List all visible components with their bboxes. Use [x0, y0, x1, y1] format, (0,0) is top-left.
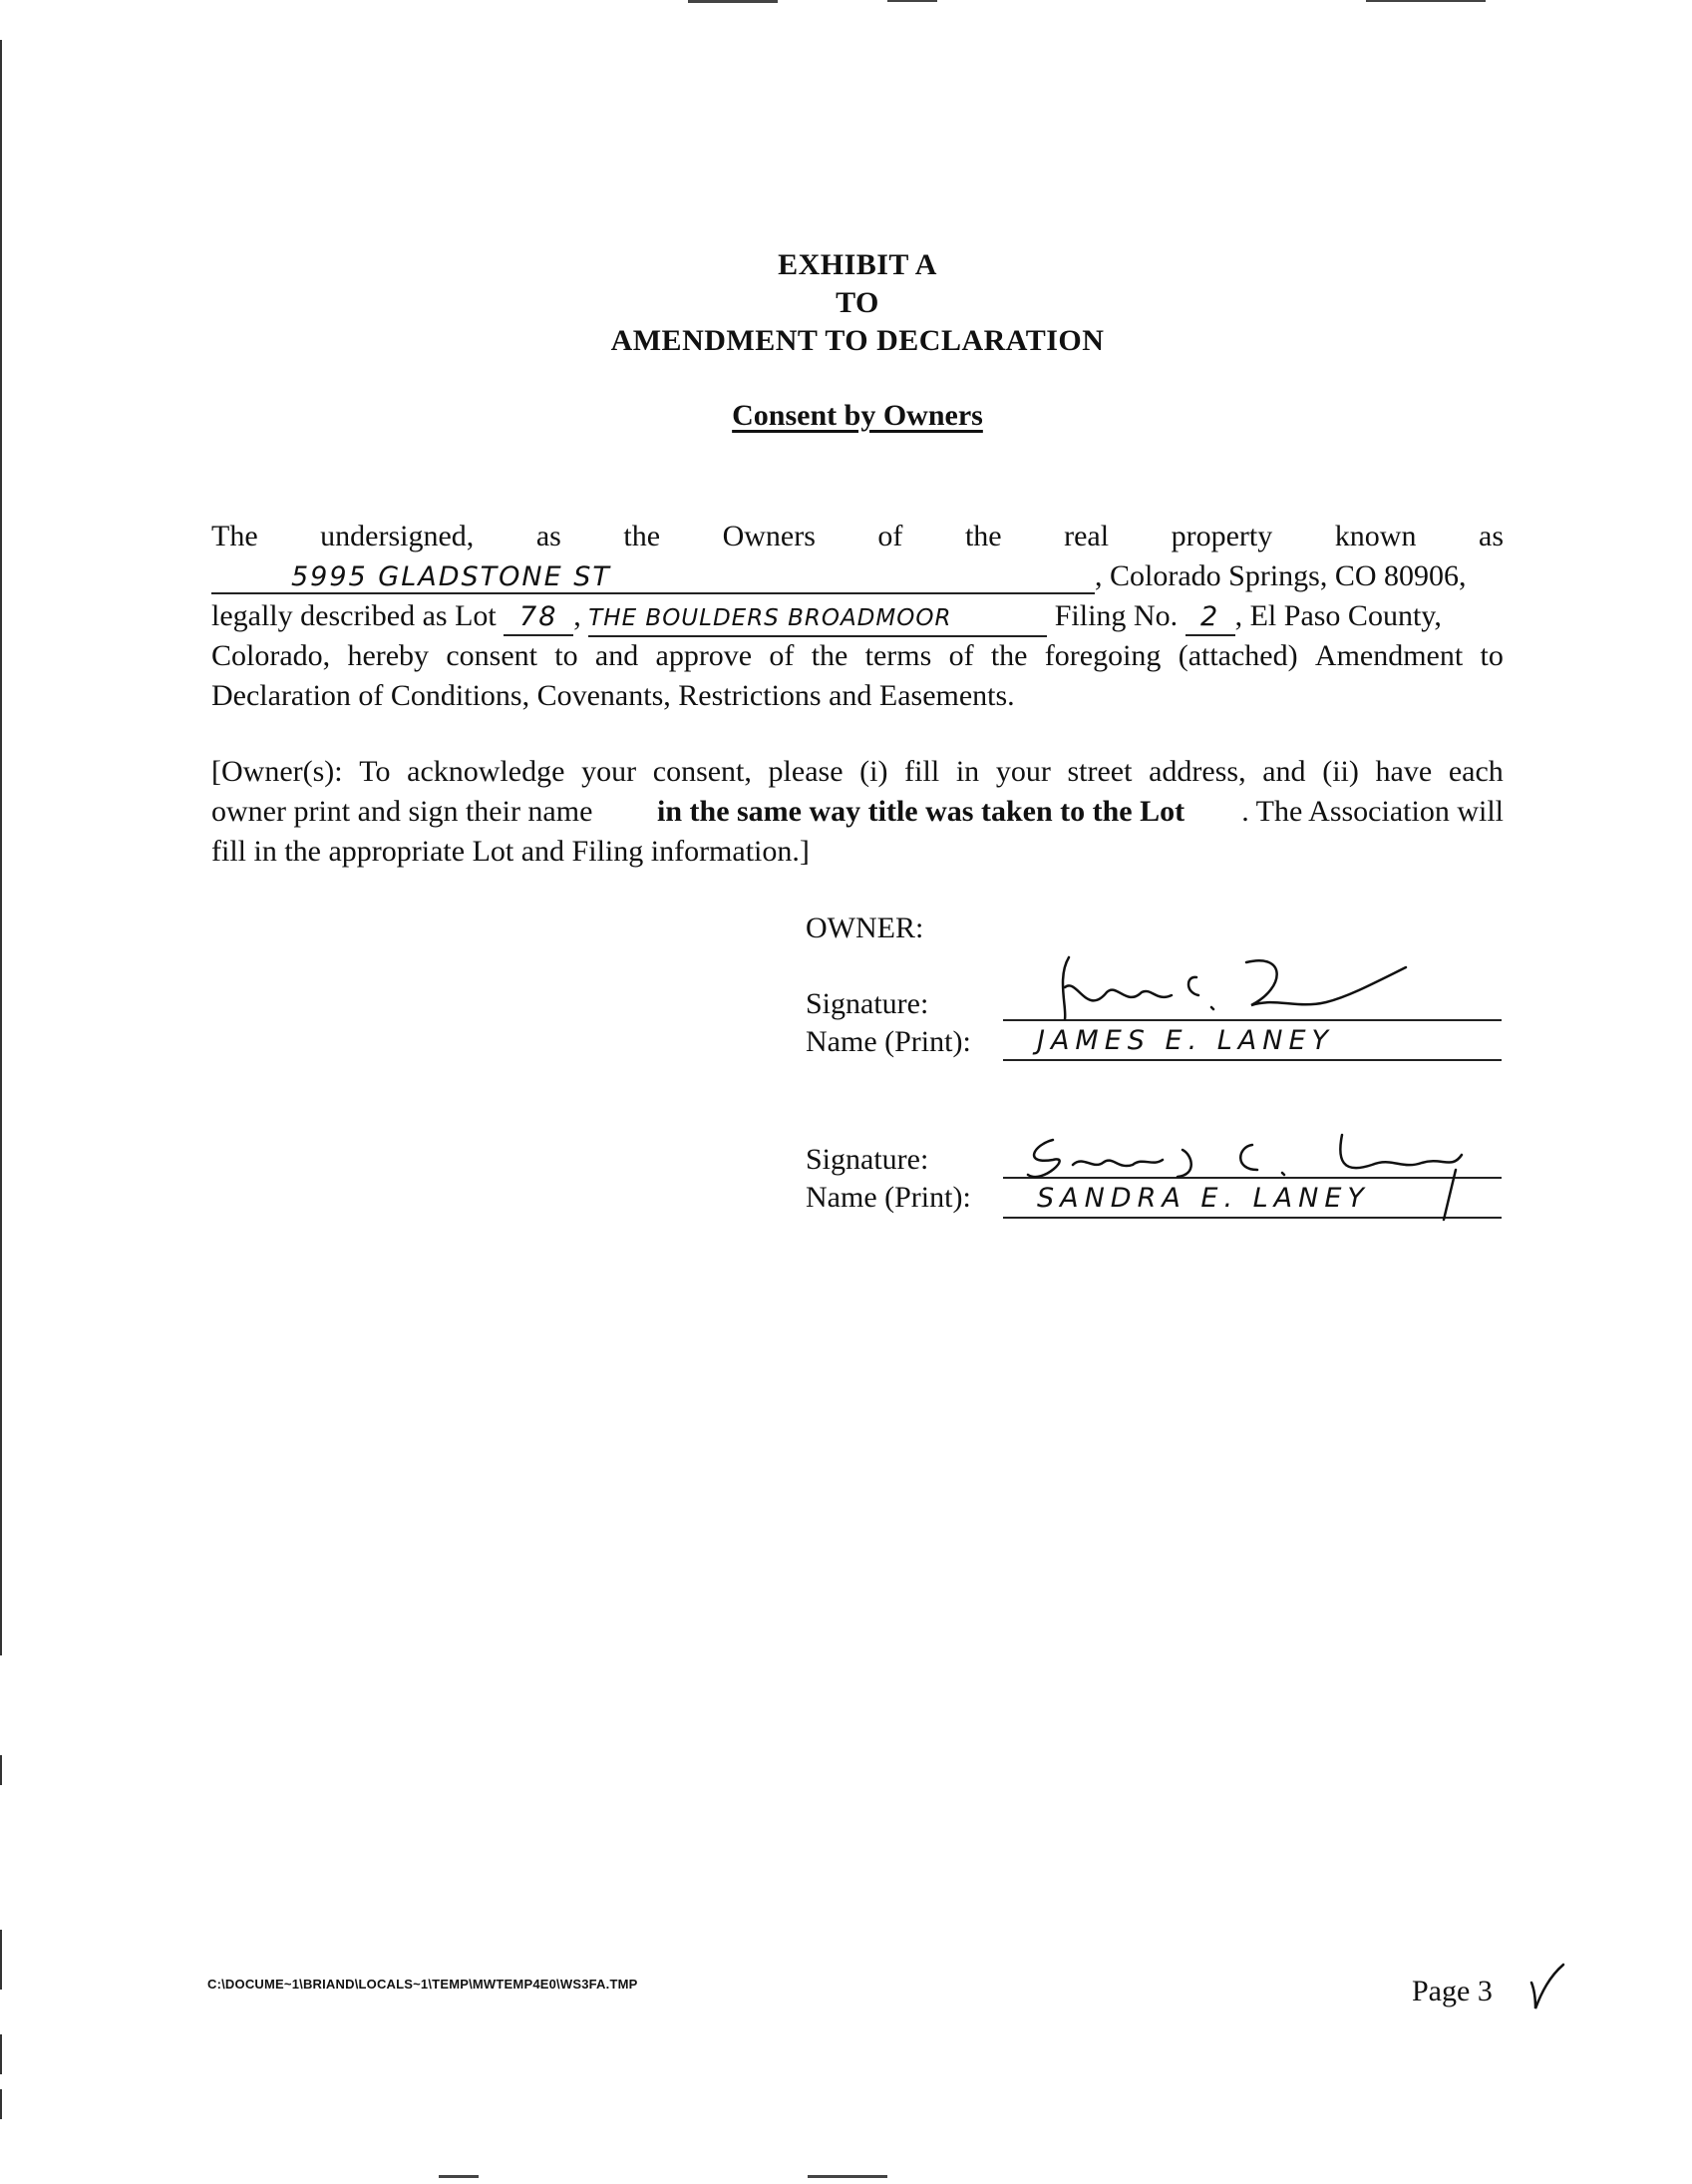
printed-name-2: SANDRA E. LANEY [1037, 1183, 1370, 1214]
scan-edge-lower [0, 1930, 2, 1990]
exhibit-to: TO [836, 286, 879, 319]
paragraph-1-line-4-word: of [948, 639, 974, 672]
paragraph-1-line-1-word: The [211, 520, 258, 552]
paragraph-2-line-1-word: please [768, 755, 844, 788]
paragraph-1-line-4-word: hereby [347, 639, 430, 672]
paragraph-1-line-1-word: known [1334, 520, 1417, 552]
paragraph-1-line-5: Declaration of Conditions, Covenants, Restrictions and Easements. [211, 679, 1015, 712]
paragraph-2-line-1-word: To [359, 755, 391, 788]
printed-name-1: JAMES E. LANEY [1037, 1025, 1334, 1056]
paragraph-1-line-1 [211, 517, 1504, 556]
scan-top-mark [688, 0, 778, 3]
name-print-line-1 [1003, 1059, 1502, 1061]
page-number: Page 3 [1412, 1975, 1493, 2007]
paragraph-2-line-1-word: each [1448, 755, 1504, 788]
street-address-field: 5995 GLADSTONE ST [211, 560, 1095, 594]
paragraph-2-line-1-word: in [955, 755, 980, 788]
scan-edge-foot [0, 2089, 2, 2119]
paragraph-1-line-4-word: terms [864, 639, 932, 672]
paragraph-1-line-2 [211, 556, 1504, 596]
paragraph-1-line-1-word: the [964, 520, 1002, 552]
paragraph-2-line-1-word: (ii) [1322, 755, 1359, 788]
paragraph-1-line-4-word: (attached) [1178, 639, 1298, 672]
exhibit-document-title: AMENDMENT TO DECLARATION [610, 324, 1105, 357]
paragraph-1-line-1-word: property [1171, 520, 1273, 552]
footer-file-path: C:\DOCUME~1\BRIAND\LOCALS~1\TEMP\MWTEMP4E0\WS3FA.TMP [207, 1977, 638, 1992]
paragraph-1-line-3 [211, 596, 1504, 637]
paragraph-2-line-1-word: your [581, 755, 637, 788]
signature-label-2: Signature: [806, 1143, 929, 1176]
paragraph-1-line-1-word: of [877, 520, 903, 552]
scan-edge-mid [0, 1755, 2, 1785]
paragraph-1-line-1-word: undersigned, [320, 520, 475, 552]
owner-heading: OWNER: [806, 911, 924, 944]
signature-label-1: Signature: [806, 987, 929, 1020]
paragraph-1-line-4 [211, 636, 1504, 676]
scan-bottom-mark [439, 2175, 479, 2178]
paragraph-2-line-1-word: and [1262, 755, 1306, 788]
paragraph-2-line-1-word: [Owner(s): [211, 755, 343, 788]
paragraph-1-line-4-word: Amendment [1314, 639, 1464, 672]
paragraph-1-line-4-word: approve [655, 639, 753, 672]
name-print-label-2: Name (Print): [806, 1181, 971, 1214]
paragraph-1-line-1-word: as [535, 520, 561, 552]
city-state-zip: , Colorado Springs, CO 80906, [1095, 559, 1467, 592]
name-print-line-2 [1003, 1217, 1502, 1219]
consent-subtitle [0, 399, 1692, 433]
instruction-text-end: . The Association will [1241, 795, 1504, 828]
lot-comma: , [573, 599, 581, 632]
paragraph-1-line-4-word: to [1480, 639, 1504, 672]
lot-number-field: 78 [504, 600, 573, 636]
scan-edge-bottom [0, 2034, 2, 2074]
subdivision-field: THE BOULDERS BROADMOOR [588, 601, 1047, 637]
county: , El Paso County, [1234, 599, 1442, 632]
paragraph-1-line-4-word: the [811, 639, 848, 672]
paragraph-1-line-4-word: to [554, 639, 578, 672]
paragraph-2-line-1-word: have [1375, 755, 1433, 788]
paragraph-1-line-4-word: the [990, 639, 1028, 672]
paragraph-1-line-1-word: real [1064, 520, 1110, 552]
paragraph-2-line-1-word: consent, [652, 755, 752, 788]
paragraph-1-line-1-word: the [623, 520, 661, 552]
paragraph-2-line-1-word: street [1067, 755, 1133, 788]
filing-label: Filing No. [1054, 599, 1179, 632]
scan-top-mark [887, 0, 937, 2]
scan-top-mark [1366, 0, 1486, 2]
name-print-label-1: Name (Print): [806, 1025, 971, 1058]
instruction-text-bold: in the same way title was taken to the Lot [657, 795, 1185, 828]
paragraph-1-line-4-word: consent [446, 639, 537, 672]
lot-prefix: legally described as Lot [211, 599, 497, 632]
checkmark-icon [1527, 1963, 1567, 2012]
paragraph-1-line-4-word: Colorado, [211, 639, 331, 672]
pen-stroke [1436, 1165, 1466, 1225]
paragraph-1-line-4-word: of [769, 639, 795, 672]
paragraph-2-line-1-word: acknowledge [407, 755, 565, 788]
filing-number-field: 2 [1185, 600, 1235, 636]
paragraph-1-line-4-word: foregoing [1044, 639, 1162, 672]
paragraph-2-line-1-word: your [995, 755, 1051, 788]
exhibit-title: EXHIBIT A [778, 248, 937, 281]
scan-bottom-mark [808, 2175, 887, 2178]
paragraph-2-line-1 [211, 752, 1504, 792]
paragraph-2-line-1-word: (i) [859, 755, 888, 788]
consent-subtitle-text: Consent by Owners [732, 399, 983, 432]
paragraph-1-line-4-word: and [594, 639, 639, 672]
paragraph-2-line-3: fill in the appropriate Lot and Filing information.] [211, 835, 810, 868]
instruction-text-start: owner print and sign their name [211, 795, 600, 828]
paragraph-2-line-1-word: fill [904, 755, 940, 788]
paragraph-2-line-1-word: address, [1149, 755, 1246, 788]
paragraph-1-line-1-word: as [1479, 520, 1504, 552]
paragraph-2-line-2 [211, 792, 1504, 832]
paragraph-1-line-1-word: Owners [722, 520, 816, 552]
signature-1 [1047, 947, 1466, 1027]
